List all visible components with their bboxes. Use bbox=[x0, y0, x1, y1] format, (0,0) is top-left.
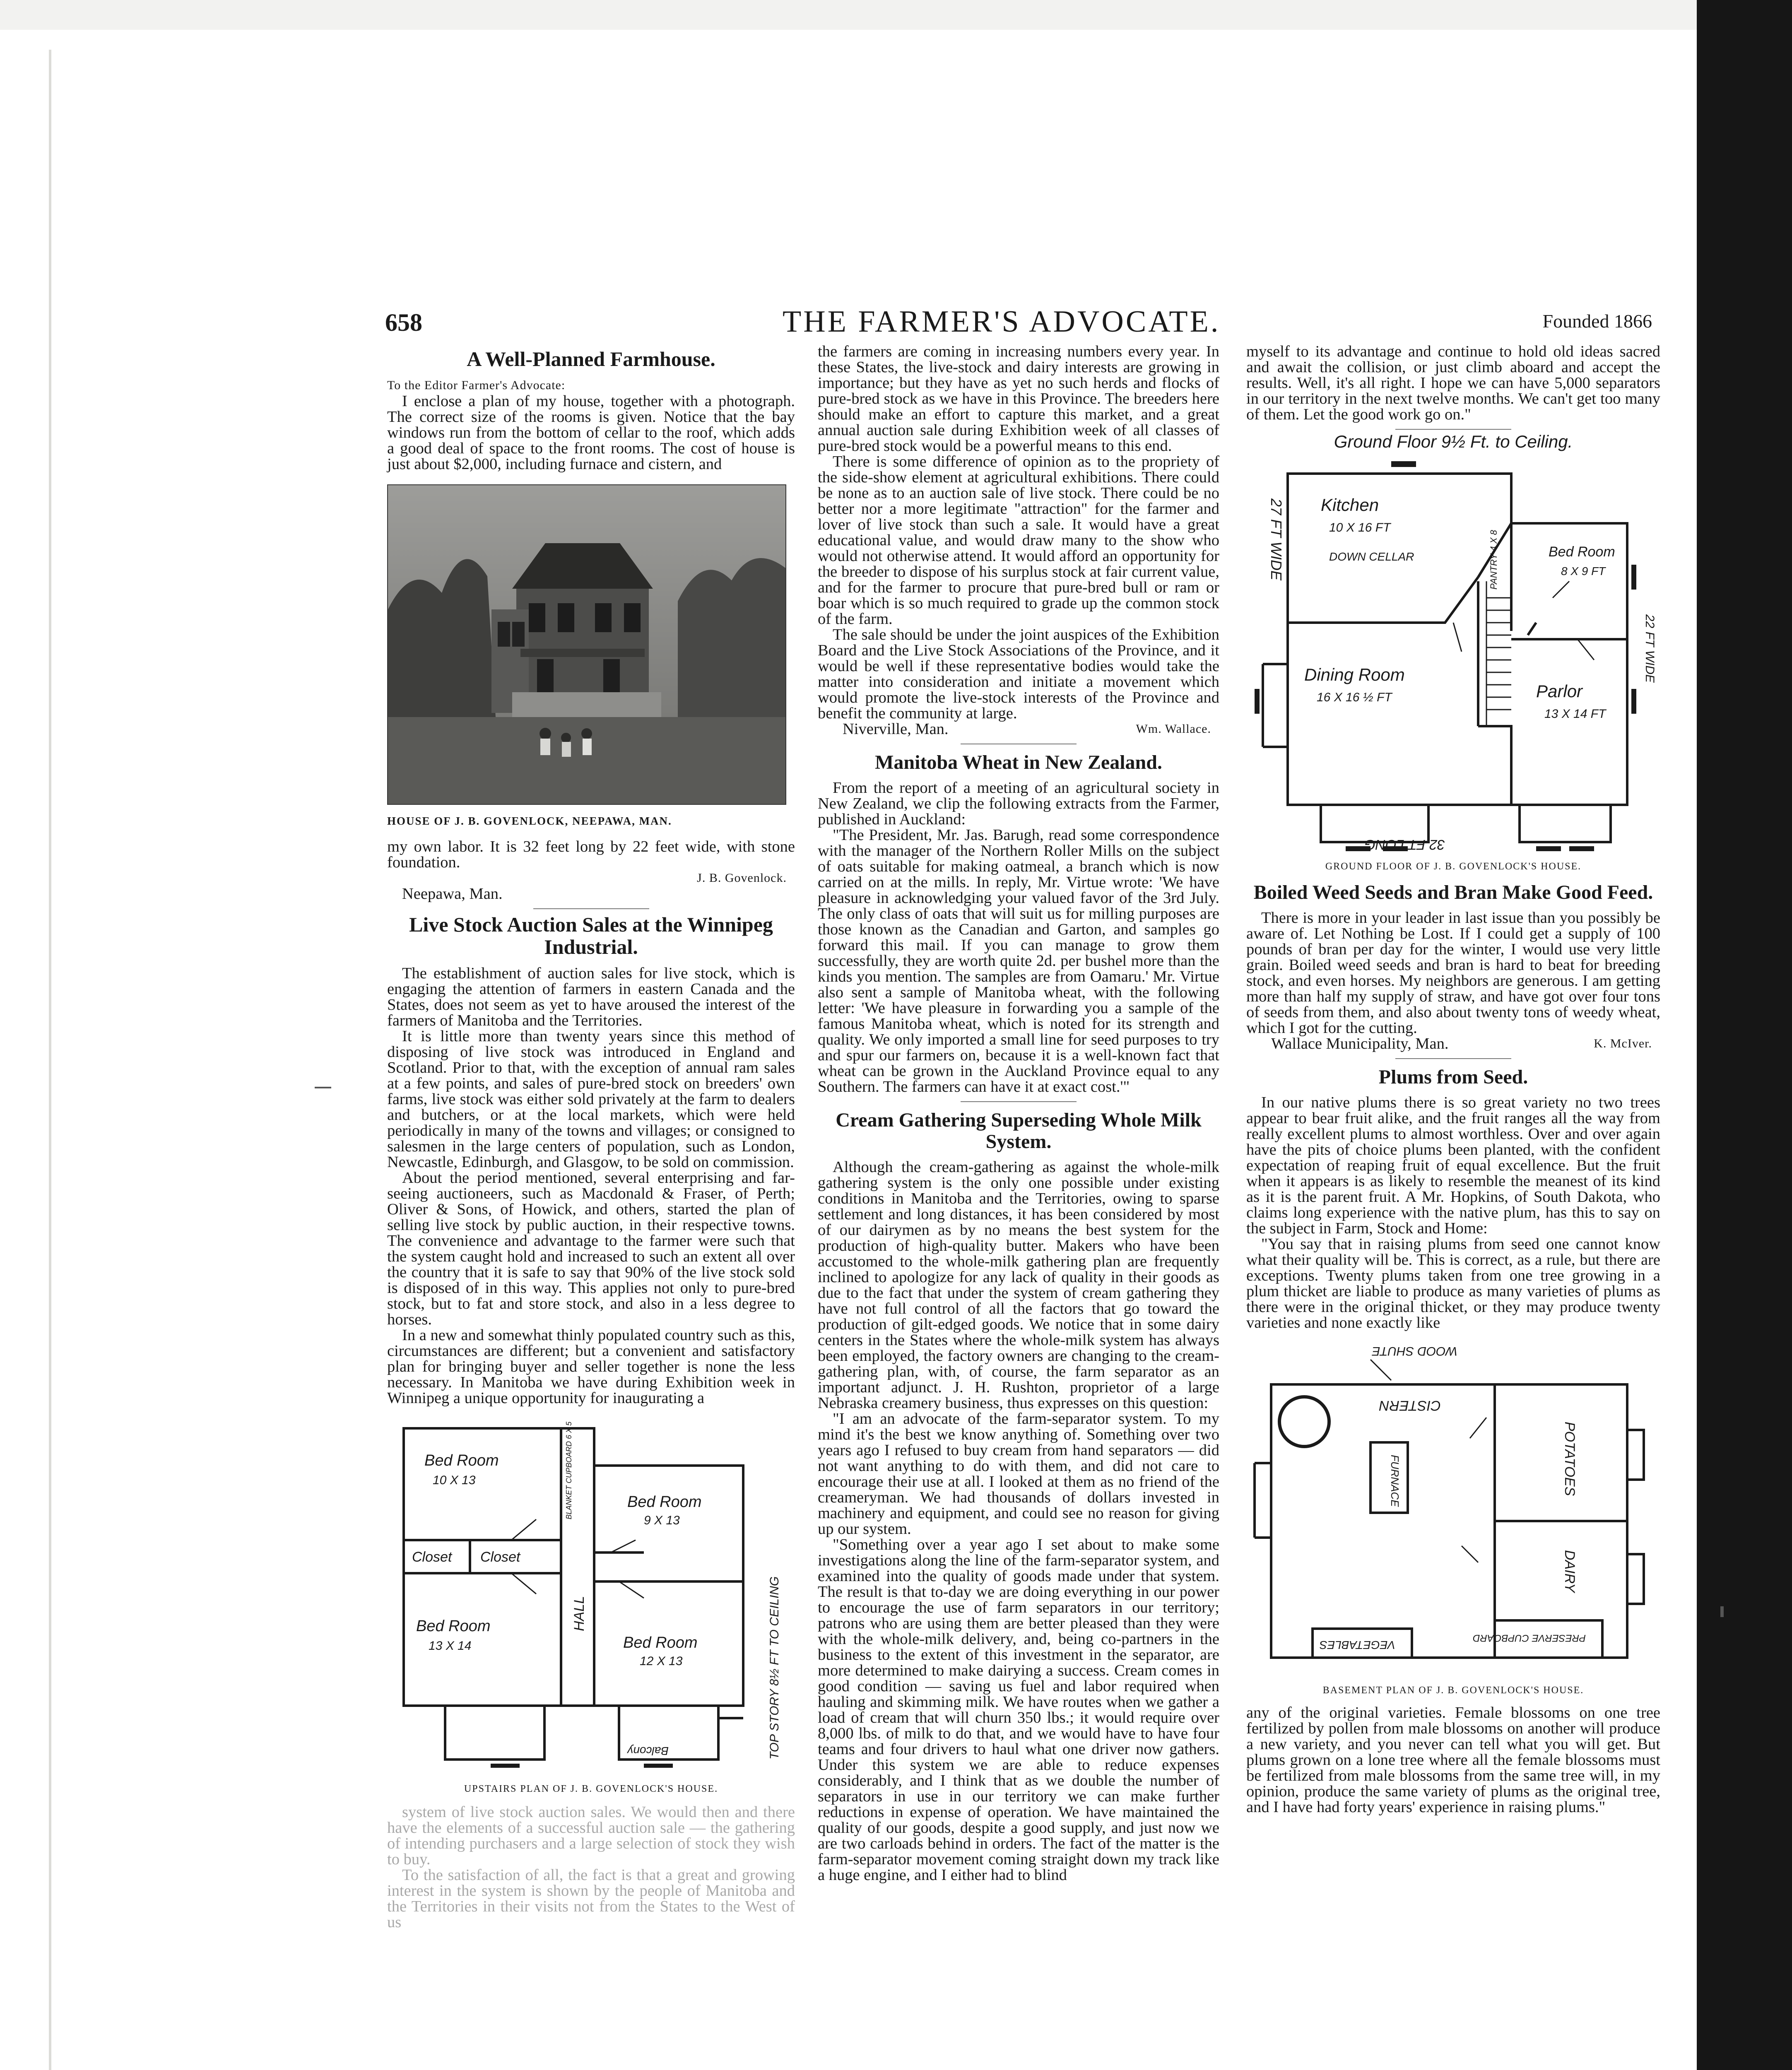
founded-note: Founded 1866 bbox=[1542, 310, 1652, 332]
photo-caption: HOUSE OF J. B. GOVENLOCK, NEEPAWA, MAN. bbox=[387, 815, 672, 827]
hall-label: HALL bbox=[571, 1596, 587, 1631]
scan-edge-right bbox=[1697, 0, 1792, 2070]
auction-faded-continuation: system of live stock auction sales. We would then and there have the elements of a successful auction sale — the gathering of intending purchasers and a large selection of stock they wish to buy. bbox=[387, 1803, 795, 1868]
width-left-label: 27 FT WIDE bbox=[1268, 498, 1285, 581]
auction-paragraph-3: About the period mentioned, several enterprising and far-seeing auctioneers, such as Macdonald & Fraser, of Perth; Oliver & Sons, of Howick, and others, started the plan of selling live stock by public auction, in their respective towns. The convenience and advantage to the farmer were such that the system caught hold and increased to such an extent all over the country that it is safe to say that 90% of the live stock sold is disposed of in this way. This applies not only to pure-bred stock, but to fat and store stock, and also in a less degree to horses. bbox=[387, 1169, 795, 1328]
article-title-plums: Plums from Seed. bbox=[1378, 1066, 1528, 1088]
auction-paragraph-1: The establishment of auction sales for live stock, which is engaging the attention of farmers in eastern Canada and the States, does not seem as yet to have aroused the interest of the farmers of Manitoba and the Territories. bbox=[387, 965, 795, 1029]
auction-col2-paragraph-3: The sale should be under the joint auspices of the Exhibition Board and the Live Stock Associations of the Province, and it would be well if these representative bodies would take the matter into consideration and initiate a movement which would promote the live-stock interests of the Province and benefit the community at large. bbox=[818, 626, 1219, 722]
upstairs-bedroom-1-size: 10 X 13 bbox=[433, 1473, 476, 1487]
cistern-circle bbox=[1279, 1397, 1329, 1447]
house-photo-image bbox=[388, 485, 785, 804]
basement-floor-plan bbox=[1246, 1339, 1660, 1698]
auction-col2-paragraph-2: There is some difference of opinion as to the propriety of the side-show element at agricultural exhibitions. There could be none as to an auction sale of live stock. There could be no better nor a more legitimate "attraction" for the farmer and lover of live stock than such a sale. It would have a great educational value, and would draw many to the show who would not otherwise attend. It would afford an opportunity for the breeder to dispose of his surplus stock at fair current value, and for the farmer to procure that pure-bred bull or ram or boar which is so much required to grade up the common stock of the farm. bbox=[818, 453, 1219, 628]
dining-room-label: Dining Room bbox=[1304, 665, 1405, 684]
column-2 bbox=[818, 344, 1219, 1883]
scan-fold-line bbox=[49, 50, 51, 2070]
wheat-paragraph-1: From the report of a meeting of an agricultural society in New Zealand, we clip the following extracts from the Farmer, published in Auckland: bbox=[818, 779, 1219, 828]
section-rule bbox=[961, 1101, 1077, 1102]
basement-plan-drawing bbox=[1246, 1339, 1660, 1678]
page-header bbox=[385, 304, 1652, 342]
house-photograph bbox=[387, 484, 786, 805]
scan-mark bbox=[315, 1087, 331, 1088]
article-title-farmhouse: A Well-Planned Farmhouse. bbox=[467, 347, 715, 371]
farmhouse-body-continued: my own labor. It is 32 feet long by 22 feet wide, with stone foundation. bbox=[387, 838, 795, 871]
upstairs-bedroom-4-label: Bed Room bbox=[623, 1634, 698, 1651]
upstairs-floor-plan bbox=[387, 1416, 795, 1797]
dairy-label: DAIRY bbox=[1562, 1550, 1578, 1593]
auction-paragraph-4: In a new and somewhat thinly populated country such as this, circumstances are different; but a convenient and satisfactory plan for bringing buyer and seller together is none the less necessary. In Manitoba we have during Exhibition week in Winnipeg a unique opportunity for inaugurating a bbox=[387, 1326, 795, 1407]
column-3 bbox=[1246, 344, 1660, 1815]
signature-name: J. B. Govenlock. bbox=[697, 871, 787, 885]
weed-paragraph: There is more in your leader in last issue than you possibly be aware of. Let Nothing be Lost. If I could get a supply of 100 pounds of bran per day for the winter, I would use very little grain. Boiled weed seeds and bran is hard to beat for breeding stock, and even horses. My neighbors are generous. I am getting more than half my supply of straw, and have got over four tons of seeds from them, and also about twenty tons of weedy wheat, which I got for the cutting. bbox=[1246, 909, 1660, 1037]
closet-2-label: Closet bbox=[480, 1549, 520, 1565]
parlor-label: Parlor bbox=[1536, 681, 1583, 701]
scan-edge-top bbox=[0, 0, 1792, 30]
auction-paragraph-2: It is little more than twenty years since this method of disposing of live stock was introduced in England and Scotland. Prior to that, with the exception of annual ram sales at a few points, and sales of pure-bred stock on breeders' own farms, live stock was either sold privately at the farm to dealers and butchers, or at the local markets, which were held periodically in many of the towns and villages; or consigned to salesmen in the large centers of population, such as London, Newcastle, Edinburgh, and Glasgow, to be sold on commission. bbox=[387, 1028, 795, 1171]
wood-shute-label: WOOD SHUTE bbox=[1372, 1344, 1457, 1358]
kitchen-label: Kitchen bbox=[1321, 495, 1379, 515]
upstairs-bedroom-3-label: Bed Room bbox=[416, 1617, 491, 1635]
page-number: 658 bbox=[385, 309, 422, 336]
auction-signature-place: Niverville, Man. bbox=[843, 720, 949, 738]
ground-floor-heading: Ground Floor 9½ Ft. to Ceiling. bbox=[1334, 432, 1573, 451]
basement-plan-caption: BASEMENT PLAN OF J. B. GOVENLOCK'S HOUSE. bbox=[1322, 1685, 1584, 1696]
ground-bedroom-size: 8 X 9 FT bbox=[1561, 565, 1606, 578]
cream-paragraph-1: Although the cream-gathering as against the whole-milk gathering system is the only one possible under existing conditions in Manitoba and the Territories, owing to sparse settlement and long distances, it has been considered by most of our dairymen as by no means the best system for the production of high-quality butter. Makers who have been accustomed to the whole-milk gathering plan are frequently inclined to apologize for any lack of quality in their goods as due to the fact that under the system of cream gathering they have not full control of all the factors that go toward the production of gilt-edged goods. We notice that in some dairy centers in the States where the whole-milk system has always been employed, the factory owners are changing to the cream-gathering plan, with, of course, the farm separator as an important adjunct. J. H. Rushton, proprietor of a large Nebraska creamery business, thus expresses on this question: bbox=[818, 1158, 1219, 1412]
cream-col3-paragraph: myself to its advantage and continue to hold old ideas sacred and await the collision, or just climb aboard and accept the results. Well, it's all right. I hope we can have 5,000 separators in our territory in the next twelve months. We can't get too many of them. Let the good work go on." bbox=[1246, 343, 1660, 423]
weed-signature bbox=[1246, 1036, 1660, 1052]
preserve-cupboard-label: PRESERVE CUPBOARD bbox=[1473, 1632, 1586, 1644]
width-right-label: 22 FT WIDE bbox=[1643, 614, 1657, 683]
upstairs-bedroom-2-size: 9 X 13 bbox=[644, 1514, 680, 1527]
top-story-height-label: TOP STORY 8½ FT TO CEILING bbox=[768, 1576, 781, 1760]
balcony-label: Balcony bbox=[627, 1745, 669, 1757]
article-title-weed-seeds: Boiled Weed Seeds and Bran Make Good Feed. bbox=[1253, 881, 1653, 903]
closet-1-label: Closet bbox=[412, 1549, 452, 1565]
cistern-label: CISTERN bbox=[1379, 1398, 1441, 1413]
auction-col2-paragraph-1: the farmers are coming in increasing numbers every year. In these States, the live-stock and dairy interests are growing in importance; but they have as yet no such herds and flocks of pure-bred stock as we have in this Province. The breeders here should make an effort to capture this market, and a great annual auction sale during Exhibition week of all classes of pure-bred stock would be a powerful means to this end. bbox=[818, 343, 1219, 455]
auction-faded-paragraph-2: To the satisfaction of all, the fact is that a great and growing interest in the system is shown by the people of Manitoba and the Territories in their visits not from the States to the West of us bbox=[387, 1866, 795, 1931]
ground-bedroom-label: Bed Room bbox=[1549, 544, 1615, 560]
potatoes-label: POTATOES bbox=[1562, 1422, 1578, 1496]
ground-plan-drawing bbox=[1246, 457, 1660, 854]
plums-paragraph-1: In our native plums there is so great variety no two trees appear to bear fruit alike, and the fruit ranges all the way from really excellent plums to almost worthless. Over and over again have the pits of choice plums been planted, with the confident expectation of reaping fruit of equal excellence. But the fruit when it appears is as likely to resemble the meanest of its kind as it is the parent fruit. A Mr. Hopkins, of South Dakota, who claims long experience with the native plum, has this to say on the subject in Farm, Stock and Home: bbox=[1246, 1094, 1660, 1237]
wheat-paragraph-2: "The President, Mr. Jas. Barugh, read some correspondence with the manager of the Northern Roller Mills on the subject of oats suitable for making oatmeal, a branch which is now carried on at the mills. In reply, Mr. Virtue wrote: 'We have pleasure in acknowledging your valued favor of the 3rd July. The only class of oats that will suit us for milling purposes are those known as the Canadian and Garton, and samples go forward this mail. If you can manage to grow them successfully, they are worth quite 2d. per bushel more than the kinds you mention. The samples are from Oamaru.' Mr. Virtue also sent a sample of Manitoba wheat, with the following letter: 'We have pleasure in forwarding you a sample of the famous Manitoba wheat, which is noted for its strength and quality. We only imported a small line for seed purposes to try and spur our farmers on, because it is a well-known fact that wheat can be grown in the Auckland Province equal to any Southern. The farmers can have it at exact cost.'" bbox=[818, 826, 1219, 1095]
upstairs-bedroom-3-size: 13 X 14 bbox=[429, 1639, 472, 1653]
farmhouse-signature bbox=[387, 870, 795, 886]
upstairs-bedroom-1-label: Bed Room bbox=[424, 1452, 499, 1469]
auction-signature bbox=[818, 721, 1219, 737]
farmhouse-body: I enclose a plan of my house, together with a photograph. The correct size of the rooms is given. Notice that the bay windows run from the bottom of cellar to the roof, which adds a good deal of space to the front rooms. The cost of house is just about $2,000, including furnace and cistern, and bbox=[387, 392, 795, 473]
weed-signature-name: K. McIver. bbox=[1594, 1037, 1652, 1050]
blanket-cupboard-label: BLANKET CUPBOARD 6 X 5 bbox=[565, 1421, 573, 1519]
scan-mark bbox=[1720, 1606, 1724, 1617]
ground-floor-plan bbox=[1246, 457, 1660, 874]
article-title-auction: Live Stock Auction Sales at the Winnipeg Industrial. bbox=[409, 913, 773, 958]
parlor-size: 13 X 14 FT bbox=[1544, 707, 1606, 721]
weed-signature-place: Wallace Municipality, Man. bbox=[1271, 1035, 1449, 1052]
cream-paragraph-3: "Something over a year ago I set about to make some investigations along the line of the farm-separator system, and examined into the quality of goods made under that system. The result is that to-day we are doing everything in our power to encourage the use of farm separators in our territory; patrons who are using them are better pleased than they were with the whole-milk delivery, and, being co-partners in the business to the extent of this investment in the separator, are more determined to make dairying a success. Cream comes in good condition — saving us fuel and labor required when hauling and skimming milk. We have routes when we gather a load of cream that will churn 350 lbs.; it would require over 8,000 lbs. of milk to do that, and we would have to have four teams and four drivers to haul what one driver now gathers. Under this system we are able to reduce expenses considerably, and I think that as we double the number of separators in use in our territory we can make further reductions in expense of operation. We have maintained the quality of our goods, despite a good supply, and just now we are two carloads behind in orders. The fact of the matter is the farm-separator movement coming straight down my track like a huge engine, and I either had to blind bbox=[818, 1536, 1219, 1884]
section-rule bbox=[1395, 429, 1511, 430]
plums-paragraph-2: "You say that in raising plums from seed one cannot know what their quality will be. This is correct, as a rule, but there are exceptions. Twenty plums taken from one tree growing in a plum thicket are liable to produce as many varieties of plums as there were in the original thicket, or they may produce twenty varieties and none exactly like bbox=[1246, 1235, 1660, 1331]
length-bottom-label: 32 FT LONG bbox=[1364, 837, 1445, 852]
upstairs-bedroom-2-label: Bed Room bbox=[627, 1493, 702, 1511]
article-title-cream: Cream Gathering Superseding Whole Milk System. bbox=[836, 1109, 1202, 1153]
signature-place: Neepawa, Man. bbox=[402, 885, 503, 903]
down-cellar-label: DOWN CELLAR bbox=[1329, 550, 1414, 563]
ground-plan-caption: GROUND FLOOR OF J. B. GOVENLOCK'S HOUSE. bbox=[1325, 861, 1582, 872]
upstairs-plan-drawing bbox=[387, 1416, 795, 1788]
pantry-label: PANTRY 4 X 8 bbox=[1489, 530, 1499, 590]
vegetables-label: VEGETABLES bbox=[1319, 1639, 1395, 1651]
kitchen-size: 10 X 16 FT bbox=[1329, 521, 1391, 534]
salutation: To the Editor Farmer's Advocate: bbox=[387, 378, 566, 392]
furnace-label: FURNACE bbox=[1389, 1455, 1401, 1507]
section-rule bbox=[533, 908, 649, 909]
cream-paragraph-2: "I am an advocate of the farm-separator system. To my mind it's the best we know anything of. Something over two years ago I refused to buy cream from hand separators — did not want anything to do with them, and did not care to encourage their use at all. I looked at them as no friend of the creameryman. We had thousands of dollars invested in machinery and equipment, and could see no reason for giving up our system. bbox=[818, 1410, 1219, 1538]
dining-room-size: 16 X 16 ½ FT bbox=[1317, 691, 1392, 704]
auction-signature-name: Wm. Wallace. bbox=[1136, 722, 1211, 736]
section-rule bbox=[1395, 1058, 1511, 1059]
plums-paragraph-3: any of the original varieties. Female blossoms on one tree fertilized by pollen from male blossoms on another will produce a new variety, and you never can tell what you will get. But plums grown on a lone tree where all the female blossoms must be fertilized from male blossoms from the same tree will, in my opinion, produce the same variety of plums as the original tree, and I have had forty years' experience in raising plums." bbox=[1246, 1704, 1660, 1816]
column-1 bbox=[387, 344, 795, 1930]
masthead-title: THE FARMER'S ADVOCATE. bbox=[783, 305, 1221, 339]
upstairs-plan-caption: UPSTAIRS PLAN OF J. B. GOVENLOCK'S HOUSE. bbox=[464, 1784, 718, 1794]
article-title-wheat: Manitoba Wheat in New Zealand. bbox=[875, 751, 1162, 773]
upstairs-bedroom-4-size: 12 X 13 bbox=[640, 1654, 683, 1668]
